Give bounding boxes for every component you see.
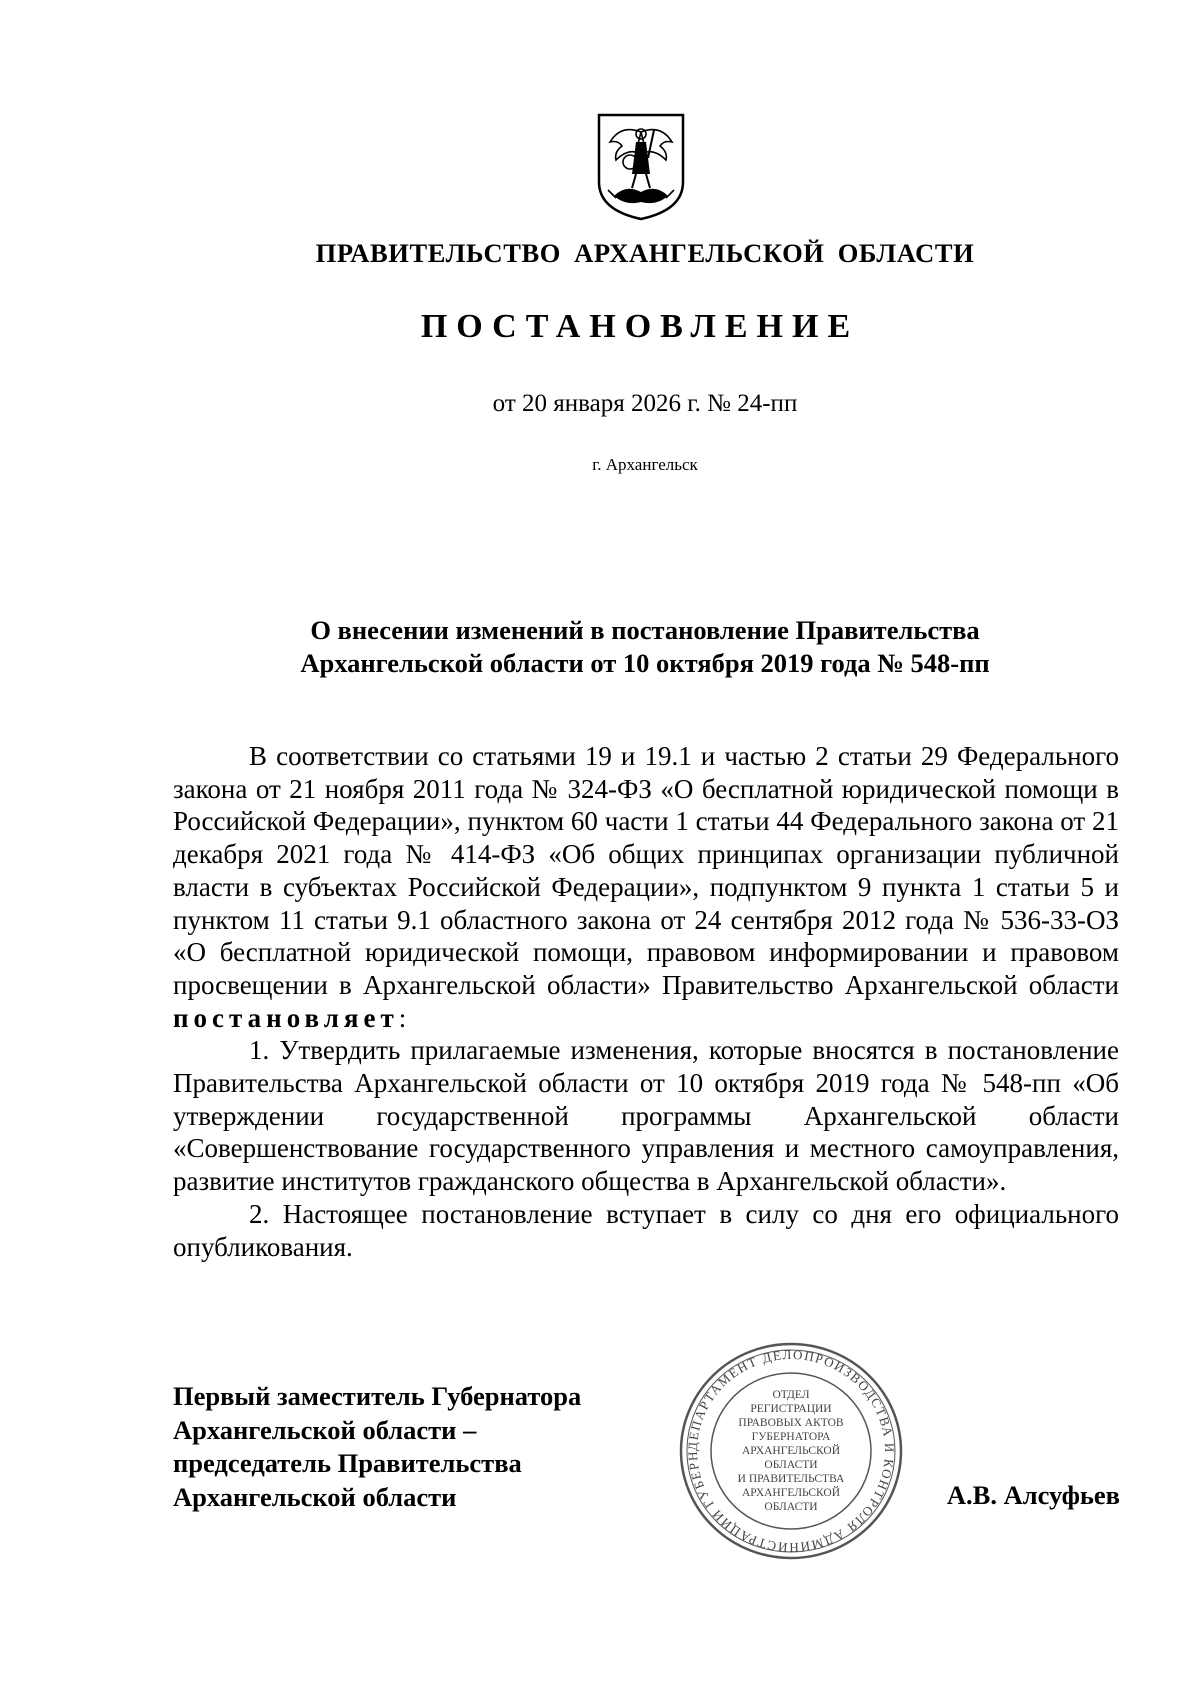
seal-center-line: ОБЛАСТИ bbox=[764, 1501, 818, 1513]
decree-item-1: 1. Утвердить прилагаемые изменения, которые вносятся в постановление Правительства Архангельской области от 10 октября 2019 года № 548-пп «Об утверждении государственной программы Архангельской области «Совершенствование государственного управления и местного самоуправления, развитие институтов гражданского общества в Архангельской области». bbox=[173, 1035, 1119, 1197]
signer-name: А.В. Алсуфьев bbox=[946, 1480, 1120, 1510]
subject-line-2: Архангельской области от 10 октября 2019 года № 548-пп bbox=[300, 648, 990, 678]
seal-center-line: РЕГИСТРАЦИИ bbox=[750, 1403, 832, 1415]
seal-center-line: АРХАНГЕЛЬСКОЙ bbox=[741, 1445, 841, 1457]
document-subject bbox=[0, 614, 1200, 680]
signer-position-line: Архангельской области bbox=[173, 1481, 457, 1512]
seal-center-line: ПРАВОВЫХ АКТОВ bbox=[738, 1417, 844, 1429]
preamble-text: В соответствии со статьями 19 и 19.1 и частью 2 статьи 29 Федерального закона от 21 ноября 2011 года № 324-ФЗ «О бесплатной юридической помощи в Российской Федерации», пунктом 60 части 1 статьи 44 Федерального закона от 21 декабря 2021 года № 414-ФЗ «Об общих принципах организации публичной власти в субъектах Российской Федерации», подпунктом 9 пункта 1 статьи 5 и пунктом 11 статьи 9.1 областного закона от 24 сентября 2012 года № 536-33-ОЗ «О бесплатной юридической помощи, правовом информировании и правовом просвещении в Архангельской области» Правительство Архангельской области bbox=[173, 741, 1119, 1000]
preamble-paragraph bbox=[173, 740, 1119, 1034]
seal-center-line: АРХАНГЕЛЬСКОЙ bbox=[741, 1487, 841, 1499]
seal-center-line: И ПРАВИТЕЛЬСТВА bbox=[737, 1473, 845, 1485]
seal-center-line: ГУБЕРНАТОРА bbox=[751, 1431, 831, 1443]
document-type: ПОСТАНОВЛЕНИЕ bbox=[420, 308, 860, 345]
arkhangelsk-coat-of-arms-icon bbox=[596, 112, 686, 222]
seal-center-line: ОТДЕЛ bbox=[772, 1389, 810, 1401]
official-seal-icon bbox=[676, 1340, 906, 1562]
seal-center-line: ОБЛАСТИ bbox=[764, 1459, 818, 1471]
subject-line-1: О внесении изменений в постановление Правительства bbox=[310, 615, 980, 645]
decree-word: постановляет bbox=[173, 1002, 399, 1033]
decree-item-2: 2. Настоящее постановление вступает в силу со дня его официального опубликования. bbox=[173, 1198, 1119, 1262]
signer-position bbox=[173, 1380, 673, 1514]
decree-colon: : bbox=[398, 1002, 407, 1033]
seal-ring-text: ДЕПАРТАМЕНТ ДЕЛОПРОИЗВОДСТВА И КОНТРОЛЯ АДМИНИСТРАЦИИ ГУБЕРН bbox=[684, 1346, 898, 1556]
document-date-number: от 20 января 2026 г. № 24-пп bbox=[492, 390, 798, 417]
signer-position-line: Первый заместитель Губернатора bbox=[173, 1381, 582, 1411]
signer-position-line: Архангельской области – bbox=[173, 1414, 477, 1445]
document-city: г. Архангельск bbox=[592, 455, 698, 474]
document-body bbox=[173, 740, 1119, 1263]
government-title: ПРАВИТЕЛЬСТВО АРХАНГЕЛЬСКОЙ ОБЛАСТИ bbox=[315, 238, 975, 268]
signer-position-line: председатель Правительства bbox=[173, 1448, 522, 1478]
